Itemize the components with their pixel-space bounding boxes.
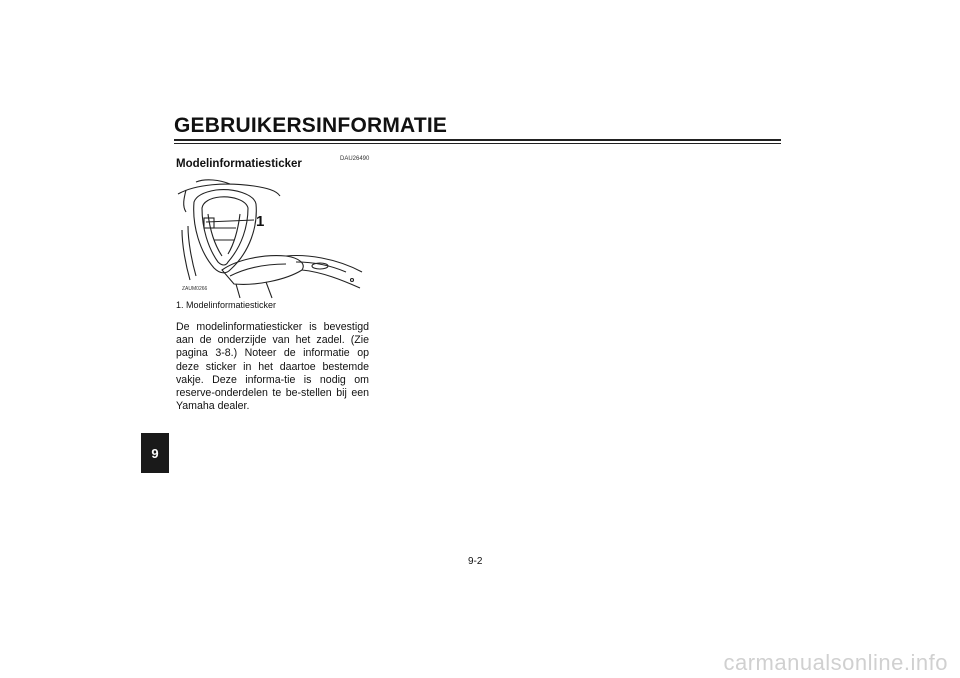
section-title: Modelinformatiesticker — [176, 158, 302, 170]
body-paragraph: De modelinformatiesticker is bevestigd aan de onderzijde van het zadel. (Zie pagina 3-8.) Noteer de informatie op deze sticker in het daartoe bestemde vakje. Deze informa-tie is nodig om reserve-onderdelen te be-stellen bij een Yamaha dealer. — [176, 321, 369, 413]
chapter-tab — [141, 433, 169, 473]
chapter-tab-number: 9 — [151, 445, 159, 461]
seat-drawing — [176, 176, 368, 300]
image-code: ZAUM0266 — [182, 286, 208, 292]
page-number: 9-2 — [468, 556, 483, 567]
seat-illustration — [176, 176, 368, 300]
figure-caption: 1. Modelinformatiesticker — [176, 300, 277, 310]
header-rule — [174, 139, 781, 141]
watermark: carmanualsonline.info — [723, 650, 948, 675]
section-code: DAU26490 — [340, 156, 370, 162]
callout-number: 1 — [256, 213, 265, 230]
page-title: GEBRUIKERSINFORMATIE — [174, 114, 448, 137]
header-rule-thin — [174, 143, 781, 144]
